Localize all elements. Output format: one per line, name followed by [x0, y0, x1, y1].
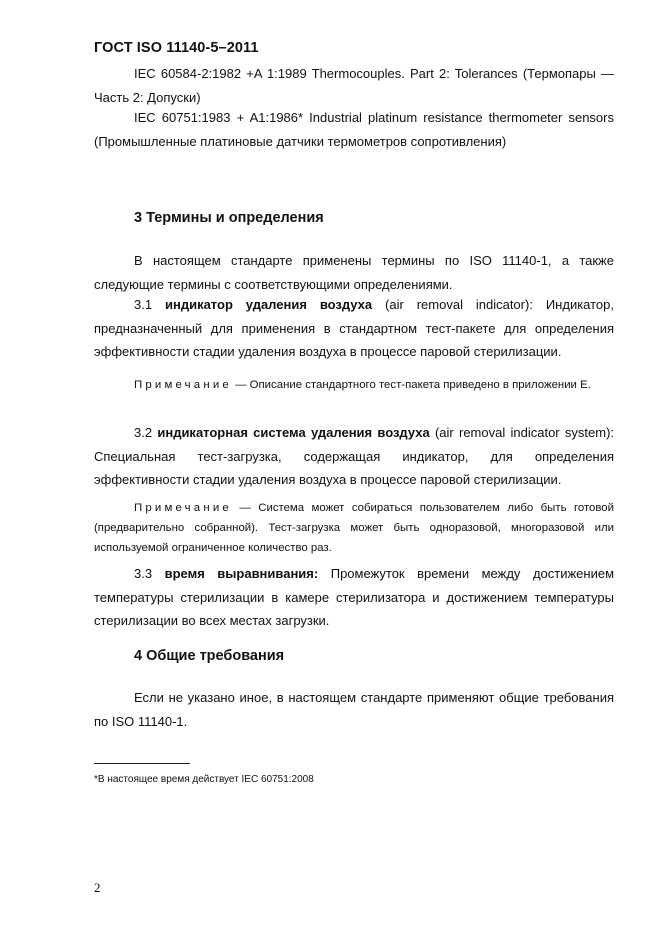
term-3-1-number: 3.1 — [134, 297, 165, 312]
note-3-1-text: — Описание стандартного тест-пакета приведено в приложении Е. — [231, 379, 591, 391]
document-header: ГОСТ ISO 11140-5–2011 — [94, 40, 259, 56]
section-3-intro: В настоящем стандарте применены термины по ISO 11140-1, а также следующие термины с соответствующими определениями. — [94, 253, 614, 292]
reference-iec-60751: IEC 60751:1983 + A1:1986* Industrial platinum resistance thermometer sensors (Промышленные платиновые датчики термометров сопротивления) — [94, 110, 614, 149]
term-3-2-title: индикаторная система удаления воздуха — [157, 425, 430, 440]
term-3-2 — [94, 421, 614, 492]
section-4-heading: 4 Общие требования — [134, 648, 285, 664]
reference-iec-60584: IEC 60584-2:1982 +A 1:1989 Thermocouples. Part 2: Tolerances (Термопары — Часть 2: Допуски) — [94, 66, 614, 105]
page-number: 2 — [94, 880, 101, 895]
footnote-separator — [94, 763, 190, 764]
term-3-1 — [94, 293, 614, 364]
term-3-3-definition: Промежуток времени между достижением температуры стерилизации в камере стерилизатора и достижением температуры стерилизации во всех местах загрузки. — [94, 566, 615, 628]
term-3-3-number: 3.3 — [134, 566, 165, 581]
term-3-3-title: время выравнивания: — [164, 566, 319, 581]
term-3-2-definition: (air removal indicator system): Специальная тест-загрузка, содержащая индикатор, для определения эффективности стадии удаления воздуха в процессе паровой стерилизации. — [94, 425, 615, 487]
note-3-2 — [94, 498, 614, 558]
note-3-1 — [94, 375, 614, 395]
term-3-3 — [94, 562, 614, 633]
term-3-1-title: индикатор удаления воздуха — [164, 297, 373, 312]
term-3-1-definition: (air removal indicator): Индикатор, предназначенный для применения в стандартном тест-пакете для определения эффективности стадии удаления воздуха в процессе паровой стерилизации. — [94, 297, 614, 359]
section-4-text: Если не указано иное, в настоящем стандарте применяют общие требования по ISO 11140-1. — [94, 690, 614, 729]
term-3-2-number: 3.2 — [134, 425, 158, 440]
note-3-2-text: — Система может собираться пользователем либо быть готовой (предварительно собранной). Тест-загрузка может быть одноразовой, многоразовой или используемой ограниченное количество раз. — [94, 502, 614, 554]
section-3-heading: 3 Термины и определения — [134, 210, 324, 226]
footnote: *В настоящее время действует IEC 60751:2008 — [94, 774, 314, 785]
note-3-2-label: Примечание — [134, 502, 232, 514]
note-3-1-label: Примечание — [134, 379, 232, 391]
